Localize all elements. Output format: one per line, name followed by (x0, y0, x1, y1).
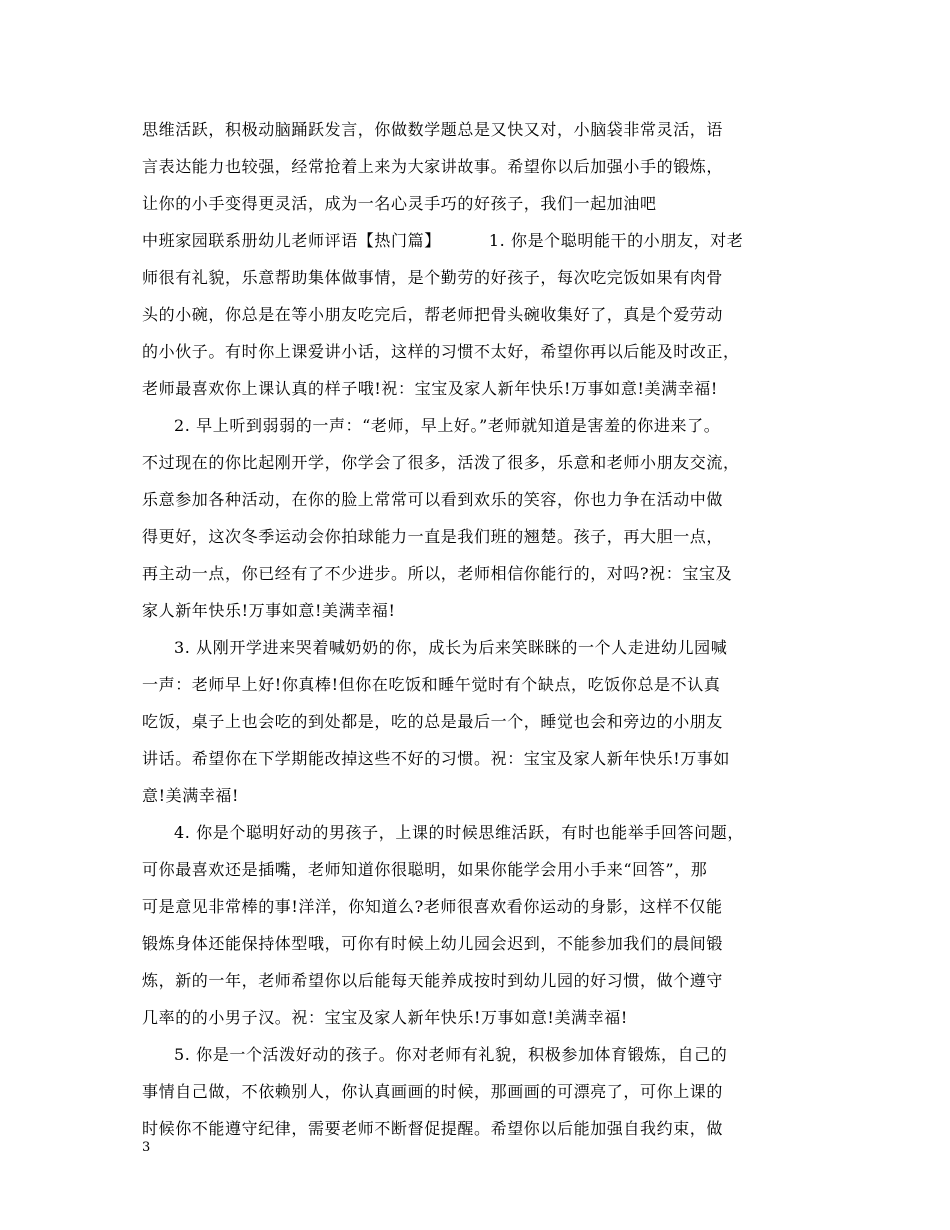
text-line: 老师最喜欢你上课认真的样子哦!祝：宝宝及家人新年快乐!万事如意!美满幸福! (142, 379, 718, 398)
text-line: 1. 你是个聪明能干的小朋友，对老 (488, 231, 744, 250)
text-line: 师很有礼貌，乐意帮助集体做事情，是个勤劳的好孩子，每次吃完饭如果有肉骨 (142, 268, 724, 287)
paragraph-start-line: 3. 从刚开学进来哭着喊奶奶的你，成长为后来笑眯眯的一个人走进幼儿园喊 (174, 638, 728, 657)
text-line: 可是意见非常棒的事!洋洋，你知道么?老师很喜欢看你运动的身影，这样不仅能 (142, 897, 723, 916)
text-line: 言表达能力也较强，经常抢着上来为大家讲故事。希望你以后加强小手的锻炼， (142, 157, 724, 176)
text-line: 几率的的小男子汉。祝：宝宝及家人新年快乐!万事如意!美满幸福! (142, 1008, 628, 1027)
text-line: 思维活跃，积极动脑踊跃发言，你做数学题总是又快又对，小脑袋非常灵活，语 (142, 120, 724, 139)
text-line: 不过现在的你比起刚开学，你学会了很多，活泼了很多，乐意和老师小朋友交流， (142, 453, 740, 472)
document-body (142, 111, 810, 1147)
text-line: 让你的小手变得更灵活，成为一名心灵手巧的好孩子，我们一起加油吧 (142, 194, 657, 213)
text-line: 事情自己做，不依赖别人，你认真画画的时候，那画画的可漂亮了，可你上课的 (142, 1082, 724, 1101)
text-line: 可你最喜欢还是插嘴，老师知道你很聪明，如果你能学会用小手来“回答”，那 (142, 860, 708, 879)
text-line: 时候你不能遵守纪律，需要老师不断督促提醒。希望你以后能加强自我约束，做 (142, 1119, 724, 1138)
section-heading: 中班家园联系册幼儿老师评语【热门篇】 (142, 231, 441, 250)
text-line: 锻炼身体还能保持体型哦，可你有时候上幼儿园会迟到，不能参加我们的晨间锻 (142, 934, 724, 953)
text-line: 一声：老师早上好!你真棒!但你在吃饭和睡午觉时有个缺点，吃饭你总是不认真 (142, 675, 721, 694)
paragraph-start-line: 2. 早上听到弱弱的一声：“老师，早上好。”老师就知道是害羞的你进来了。 (174, 416, 721, 435)
text-line: 再主动一点，你已经有了不少进步。所以，老师相信你能行的，对吗?祝：宝宝及 (142, 564, 733, 583)
text-line: 讲话。希望你在下学期能改掉这些不好的习惯。祝：宝宝及家人新年快乐!万事如 (142, 749, 731, 768)
text-line: 吃饭，桌子上也会吃的到处都是，吃的总是最后一个，睡觉也会和旁边的小朋友 (142, 712, 724, 731)
text-line: 家人新年快乐!万事如意!美满幸福! (142, 601, 396, 620)
page-number: 3 (142, 1140, 151, 1155)
text-line: 的小伙子。有时你上课爱讲小话，这样的习惯不太好，希望你再以后能及时改正， (142, 342, 740, 361)
text-line: 得更好，这次冬季运动会你拍球能力一直是我们班的翘楚。孩子，再大胆一点， (142, 527, 724, 546)
text-line: 炼，新的一年，老师希望你以后能每天能养成按时到幼儿园的好习惯，做个遵守 (142, 971, 724, 990)
text-line: 意!美满幸福! (142, 786, 240, 805)
paragraph-start-line: 5. 你是一个活泼好动的孩子。你对老师有礼貌，积极参加体育锻炼，自己的 (174, 1045, 728, 1064)
text-line: 乐意参加各种活动，在你的脸上常常可以看到欢乐的笑容，你也力争在活动中做 (142, 490, 724, 509)
text-line: 头的小碗，你总是在等小朋友吃完后，帮老师把骨头碗收集好了，真是个爱劳动 (142, 305, 724, 324)
heading-line (142, 222, 810, 259)
paragraph-start-line: 4. 你是个聪明好动的男孩子，上课的时候思维活跃，有时也能举手回答问题， (174, 823, 744, 842)
